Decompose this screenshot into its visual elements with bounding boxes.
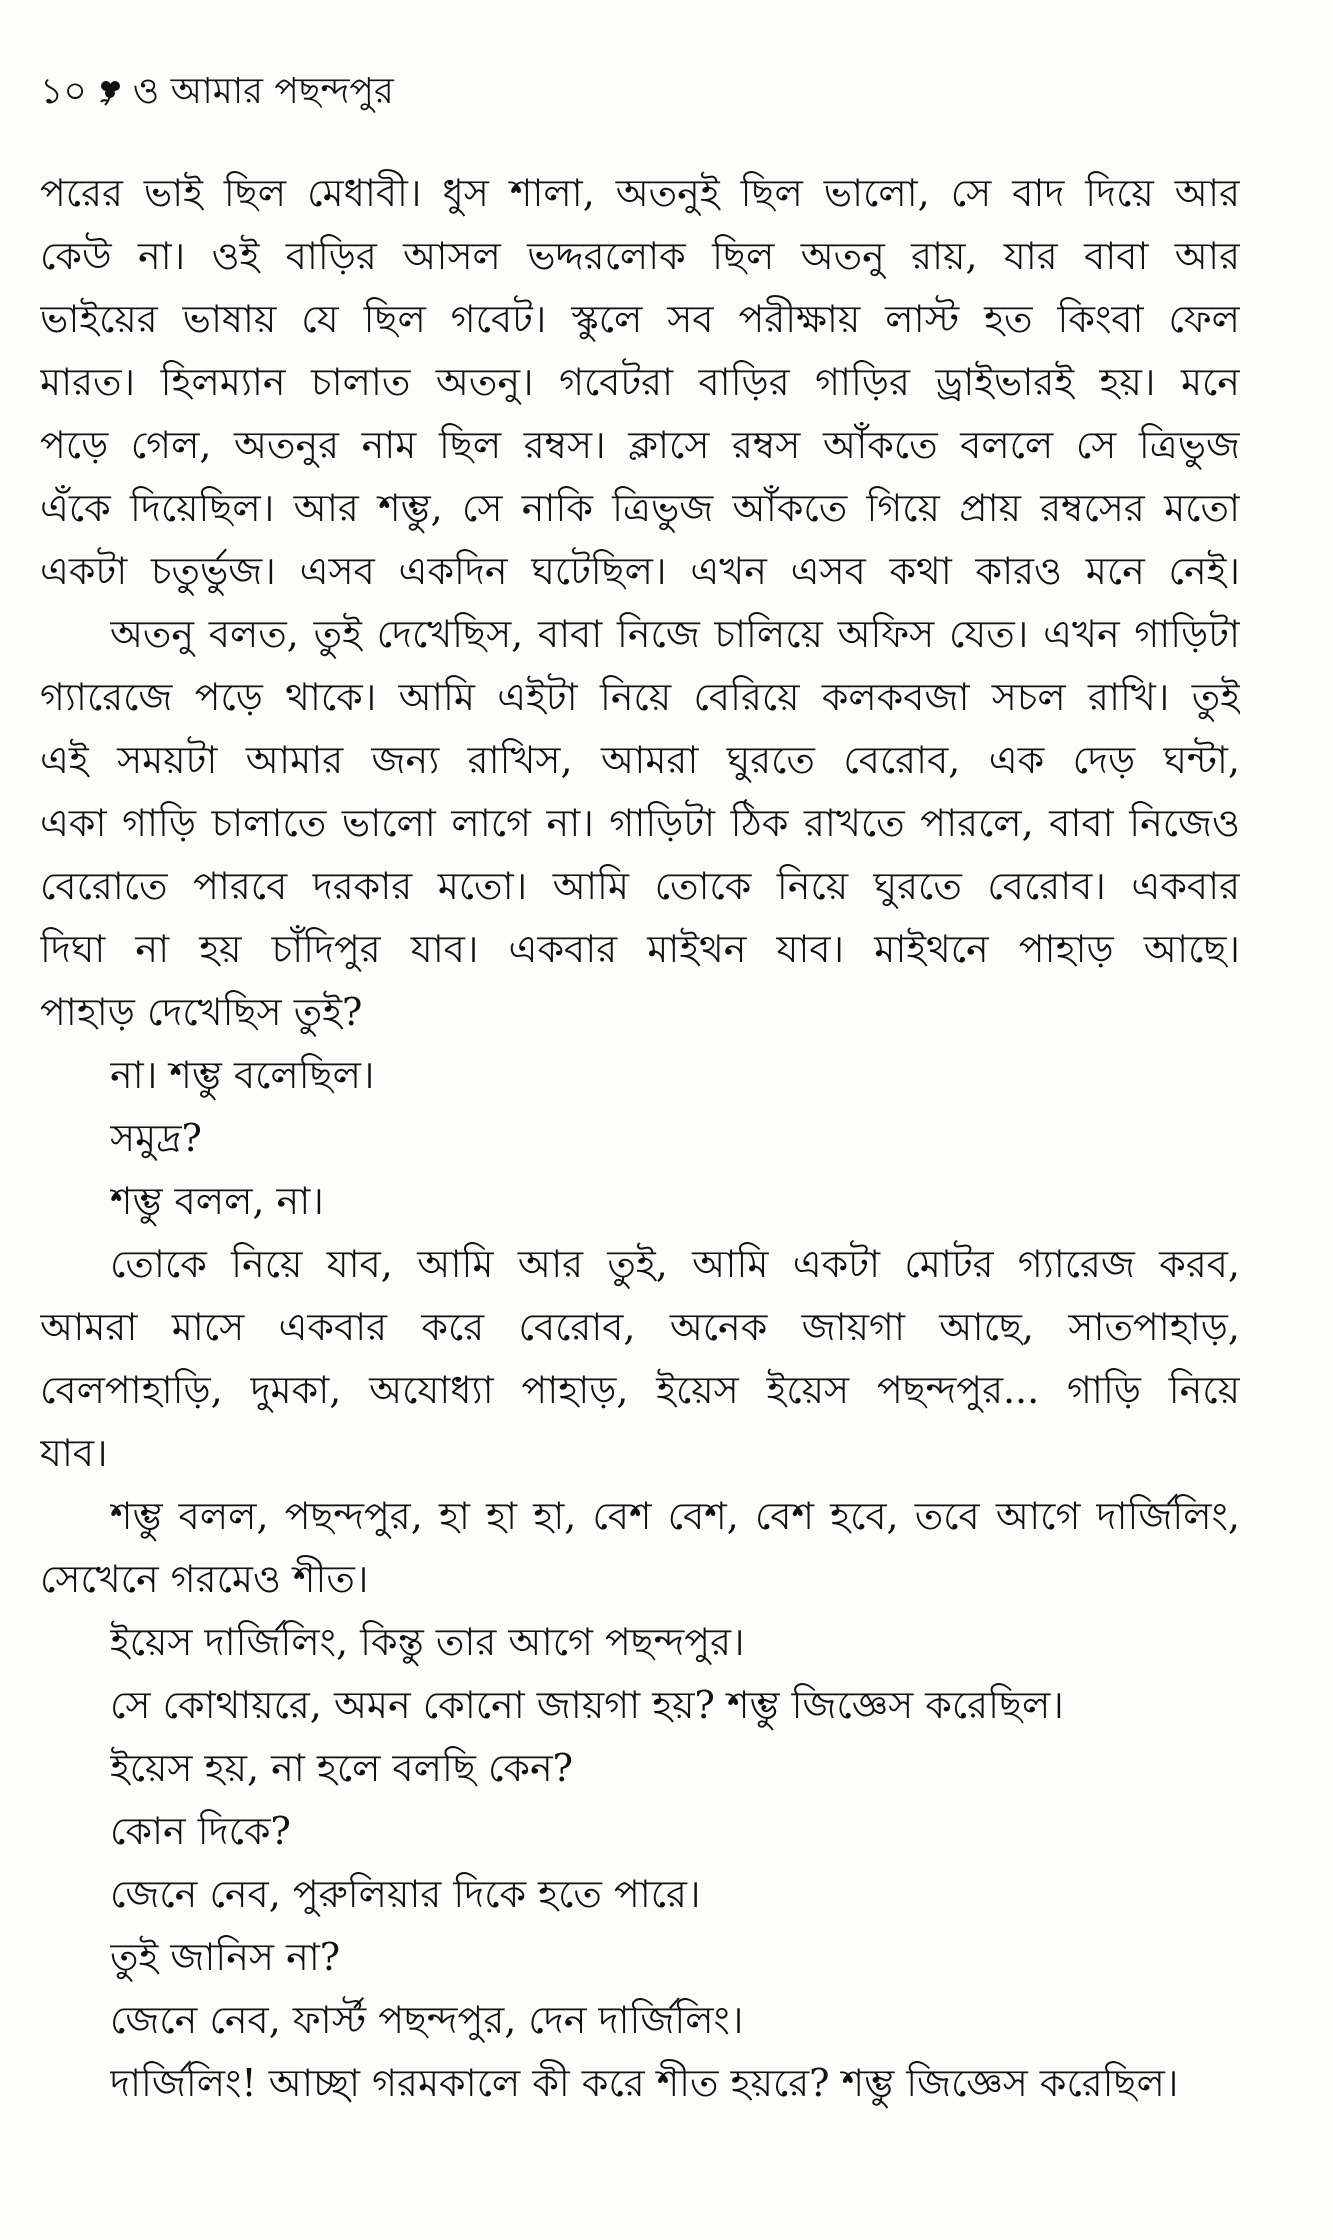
text-line: অতনু বলত, তুই দেখেছিস, বাবা নিজে চালিয়ে অফিস যেত। এখন গাড়িটা bbox=[110, 612, 1240, 656]
text-line: যাব। bbox=[40, 1431, 108, 1475]
text-line: সেখেনে গরমেও শীত। bbox=[40, 1557, 369, 1601]
text-line: জেনে নেব, ফার্স্ট পছন্দপুর, দেন দার্জিলিং। bbox=[110, 1998, 744, 2042]
text-line: কোন দিকে? bbox=[110, 1809, 291, 1853]
text-line: একা গাড়ি চালাতে ভালো লাগে না। গাড়িটা ঠিক রাখতে পারলে, বাবা নিজেও bbox=[40, 801, 1240, 845]
running-head bbox=[40, 72, 394, 112]
text-line: পাহাড় দেখেছিস তুই? bbox=[40, 990, 363, 1034]
text-line: পড়ে গেল, অতনুর নাম ছিল রম্বস। ক্লাসে রম্বস আঁকতে বললে সে ত্রিভুজ bbox=[40, 423, 1240, 467]
text-line: আমরা মাসে একবার করে বেরোব, অনেক জায়গা আছে, সাতপাহাড়, bbox=[40, 1305, 1240, 1349]
text-line: সমুদ্র? bbox=[110, 1116, 202, 1160]
text-line: দিঘা না হয় চাঁদিপুর যাব। একবার মাইথন যাব। মাইথনে পাহাড় আছে। bbox=[40, 927, 1240, 971]
flower-ornament-icon bbox=[97, 77, 123, 107]
text-line: সে কোথায়রে, অমন কোনো জায়গা হয়? শম্ভু জিজ্ঞেস করেছিল। bbox=[110, 1683, 1064, 1727]
text-line: এঁকে দিয়েছিল। আর শম্ভু, সে নাকি ত্রিভুজ আঁকতে গিয়ে প্রায় রম্বসের মতো bbox=[40, 486, 1240, 530]
text-line: পরের ভাই ছিল মেধাবী। ধুস শালা, অতনুই ছিল ভালো, সে বাদ দিয়ে আর bbox=[40, 171, 1240, 215]
text-line: কেউ না। ওই বাড়ির আসল ভদ্দরলোক ছিল অতনু রায়, যার বাবা আর bbox=[40, 234, 1240, 278]
text-line: একটা চতুর্ভুজ। এসব একদিন ঘটেছিল। এখন এসব কথা কারও মনে নেই। bbox=[40, 549, 1240, 593]
text-line: তুই জানিস না? bbox=[110, 1935, 341, 1979]
text-line: না। শম্ভু বলেছিল। bbox=[110, 1053, 375, 1097]
text-line: ভাইয়ের ভাষায় যে ছিল গবেট। স্কুলে সব পরীক্ষায় লাস্ট হত কিংবা ফেল bbox=[40, 297, 1240, 341]
text-line: দার্জিলিং! আচ্ছা গরমকালে কী করে শীত হয়রে? শম্ভু জিজ্ঞেস করেছিল। bbox=[110, 2061, 1179, 2105]
text-line: মারত। হিলম্যান চালাত অতনু। গবেটরা বাড়ির গাড়ির ড্রাইভারই হয়। মনে bbox=[40, 360, 1240, 404]
text-line: বেরোতে পারবে দরকার মতো। আমি তোকে নিয়ে ঘুরতে বেরোব। একবার bbox=[40, 864, 1240, 908]
text-line: জেনে নেব, পুরুলিয়ার দিকে হতে পারে। bbox=[110, 1872, 701, 1916]
text-line: গ্যারেজে পড়ে থাকে। আমি এইটা নিয়ে বেরিয়ে কলকবজা সচল রাখি। তুই bbox=[40, 675, 1240, 719]
text-line: ইয়েস দার্জিলিং, কিন্তু তার আগে পছন্দপুর। bbox=[110, 1620, 745, 1664]
text-line: বেলপাহাড়ি, দুমকা, অযোধ্যা পাহাড়, ইয়েস ইয়েস পছন্দপুর... গাড়ি নিয়ে bbox=[40, 1368, 1240, 1412]
running-title: ও আমার পছন্দপুর bbox=[132, 71, 394, 112]
page-number: ১০ bbox=[40, 71, 87, 112]
text-line: তোকে নিয়ে যাব, আমি আর তুই, আমি একটা মোটর গ্যারেজ করব, bbox=[110, 1242, 1240, 1286]
text-line: শম্ভু বলল, না। bbox=[110, 1179, 324, 1223]
text-line: ইয়েস হয়, না হলে বলছি কেন? bbox=[110, 1746, 574, 1790]
text-line: এই সময়টা আমার জন্য রাখিস, আমরা ঘুরতে বেরোব, এক দেড় ঘন্টা, bbox=[40, 738, 1240, 782]
text-line: শম্ভু বলল, পছন্দপুর, হা হা হা, বেশ বেশ, বেশ হবে, তবে আগে দার্জিলিং, bbox=[110, 1494, 1240, 1538]
